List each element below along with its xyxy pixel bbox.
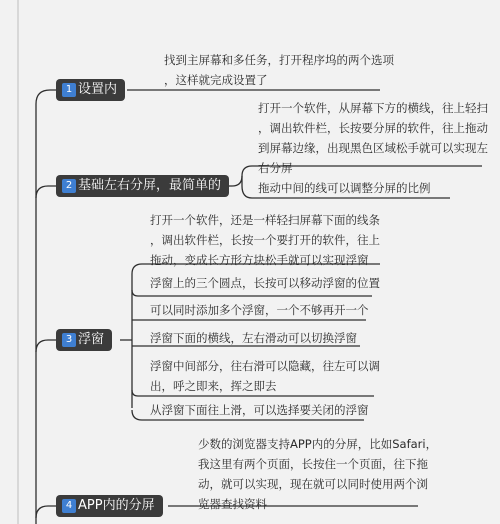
note-split-1: 打开一个软件，从屏幕下方的横线，往上轻扫 ，调出软件栏，长按要分屏的软件，往上拖动 到屏幕边缘，出现黑色区域松手就可以实现左 右分屏 — [258, 101, 488, 175]
topic-app-split-label: APP内的分屏 — [78, 498, 155, 513]
topic-settings[interactable] — [56, 79, 125, 101]
topic-basic-split[interactable] — [56, 175, 229, 197]
note-float-5: 浮窗中间部分，往右滑可以隐藏，往左可以调 出，呼之即来，挥之即去 — [150, 359, 380, 393]
trunk-branch-3 — [36, 340, 56, 352]
topic-settings-label: 设置内 — [78, 82, 118, 97]
main-trunk — [36, 90, 56, 524]
topic-float-window[interactable] — [56, 329, 112, 351]
trunk-branch-2 — [36, 186, 56, 198]
note-split-2: 拖动中间的线可以调整分屏的比例 — [258, 181, 431, 195]
topic-app-split[interactable] — [56, 495, 163, 517]
topic-float-window-label: 浮窗 — [78, 332, 105, 347]
number-4-icon: 4 — [62, 499, 76, 513]
note-float-3: 可以同时添加多个浮窗，一个不够再开一个 — [150, 303, 369, 317]
number-3-icon: 3 — [62, 333, 76, 347]
branch-2-fork — [232, 176, 242, 186]
trunk-branch-4 — [36, 506, 56, 518]
note-float-6: 从浮窗下面往上滑，可以选择要关闭的浮窗 — [150, 403, 369, 417]
number-1-icon: 1 — [62, 83, 76, 97]
note-app-1: 少数的浏览器支持APP内的分屏，比如Safari， 我这里有两个页面，长按住一个页面，往下拖 动，就可以实现，现在就可以同时使用两个浏 览器查找资料 — [198, 437, 438, 511]
note-float-1: 打开一个软件，还是一样轻扫屏幕下面的线条 ，调出软件栏，长按一个要打开的软件，往上 拖动，变成长方形方块松手就可以实现浮窗 — [150, 213, 380, 267]
number-2-icon: 2 — [62, 179, 76, 193]
topic-basic-split-label: 基础左右分屏，最简单的 — [78, 178, 222, 193]
note-float-2: 浮窗上的三个圆点，长按可以移动浮窗的位置 — [150, 276, 380, 290]
note-settings-1: 找到主屏幕和多任务，打开程序坞的两个选项 ，这样就完成设置了 — [164, 53, 394, 87]
note-float-4: 浮窗下面的横线，左右滑动可以切换浮窗 — [150, 331, 357, 345]
